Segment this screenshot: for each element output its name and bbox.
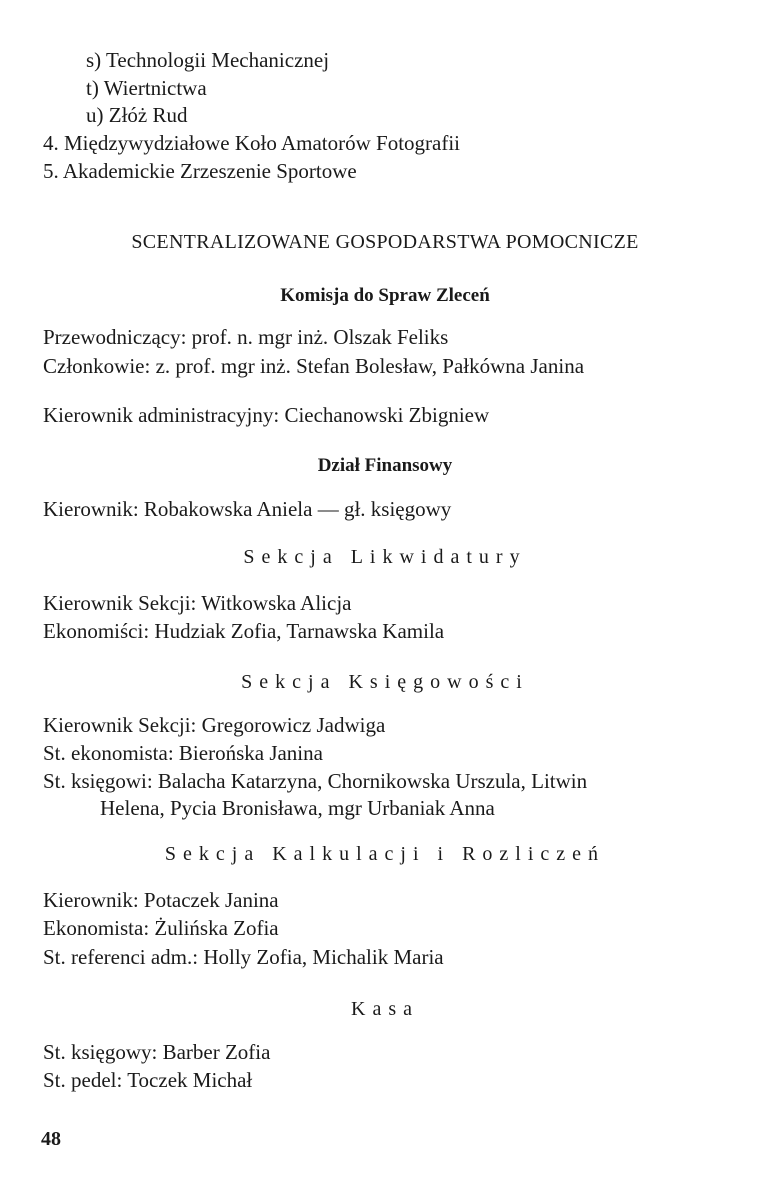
- list-item-s: s) Technologii Mechanicznej: [86, 48, 330, 72]
- kalkulacji-heading: Sekcja Kalkulacji i Rozliczeń: [164, 843, 606, 865]
- main-heading: SCENTRALIZOWANE GOSPODARSTWA POMOCNICZE: [131, 231, 639, 253]
- kalkulacji-line: St. referenci adm.: Holly Zofia, Michalik Maria: [43, 945, 444, 969]
- kalkulacji-line: Ekonomista: Żulińska Zofia: [43, 916, 279, 940]
- list-item-4: 4. Międzywydziałowe Koło Amatorów Fotografii: [43, 131, 461, 155]
- komisja-heading: Komisja do Spraw Zleceń: [280, 285, 490, 306]
- list-item-u: u) Złóż Rud: [86, 103, 188, 127]
- page-number: 48: [41, 1128, 61, 1150]
- ksiegowosci-heading: Sekcja Księgowości: [241, 671, 529, 693]
- kasa-line: St. pedel: Toczek Michał: [43, 1068, 253, 1092]
- ksiegowosci-line-continued: Helena, Pycia Bronisława, mgr Urbaniak Anna: [100, 796, 495, 820]
- ksiegowosci-line: Kierownik Sekcji: Gregorowicz Jadwiga: [43, 713, 386, 737]
- kasa-line: St. księgowy: Barber Zofia: [43, 1040, 271, 1064]
- ksiegowosci-line: St. księgowi: Balacha Katarzyna, Chornikowska Urszula, Litwin: [43, 769, 588, 793]
- likwidatury-heading: Sekcja Likwidatury: [243, 546, 527, 568]
- list-item-5: 5. Akademickie Zrzeszenie Sportowe: [43, 159, 357, 183]
- likwidatury-line: Ekonomiści: Hudziak Zofia, Tarnawska Kamila: [43, 619, 445, 643]
- likwidatury-line: Kierownik Sekcji: Witkowska Alicja: [43, 591, 352, 615]
- kasa-heading: Kasa: [351, 998, 419, 1020]
- ksiegowosci-line: St. ekonomista: Bierońska Janina: [43, 741, 323, 765]
- finance-head: Kierownik: Robakowska Aniela — gł. księgowy: [43, 497, 452, 521]
- finance-heading: Dział Finansowy: [317, 455, 453, 476]
- list-item-t: t) Wiertnictwa: [86, 76, 207, 100]
- komisja-members: Członkowie: z. prof. mgr inż. Stefan Bolesław, Pałkówna Janina: [43, 354, 585, 378]
- komisja-admin: Kierownik administracyjny: Ciechanowski Zbigniew: [43, 403, 490, 427]
- kalkulacji-line: Kierownik: Potaczek Janina: [43, 888, 279, 912]
- komisja-chairman: Przewodniczący: prof. n. mgr inż. Olszak Feliks: [43, 325, 449, 349]
